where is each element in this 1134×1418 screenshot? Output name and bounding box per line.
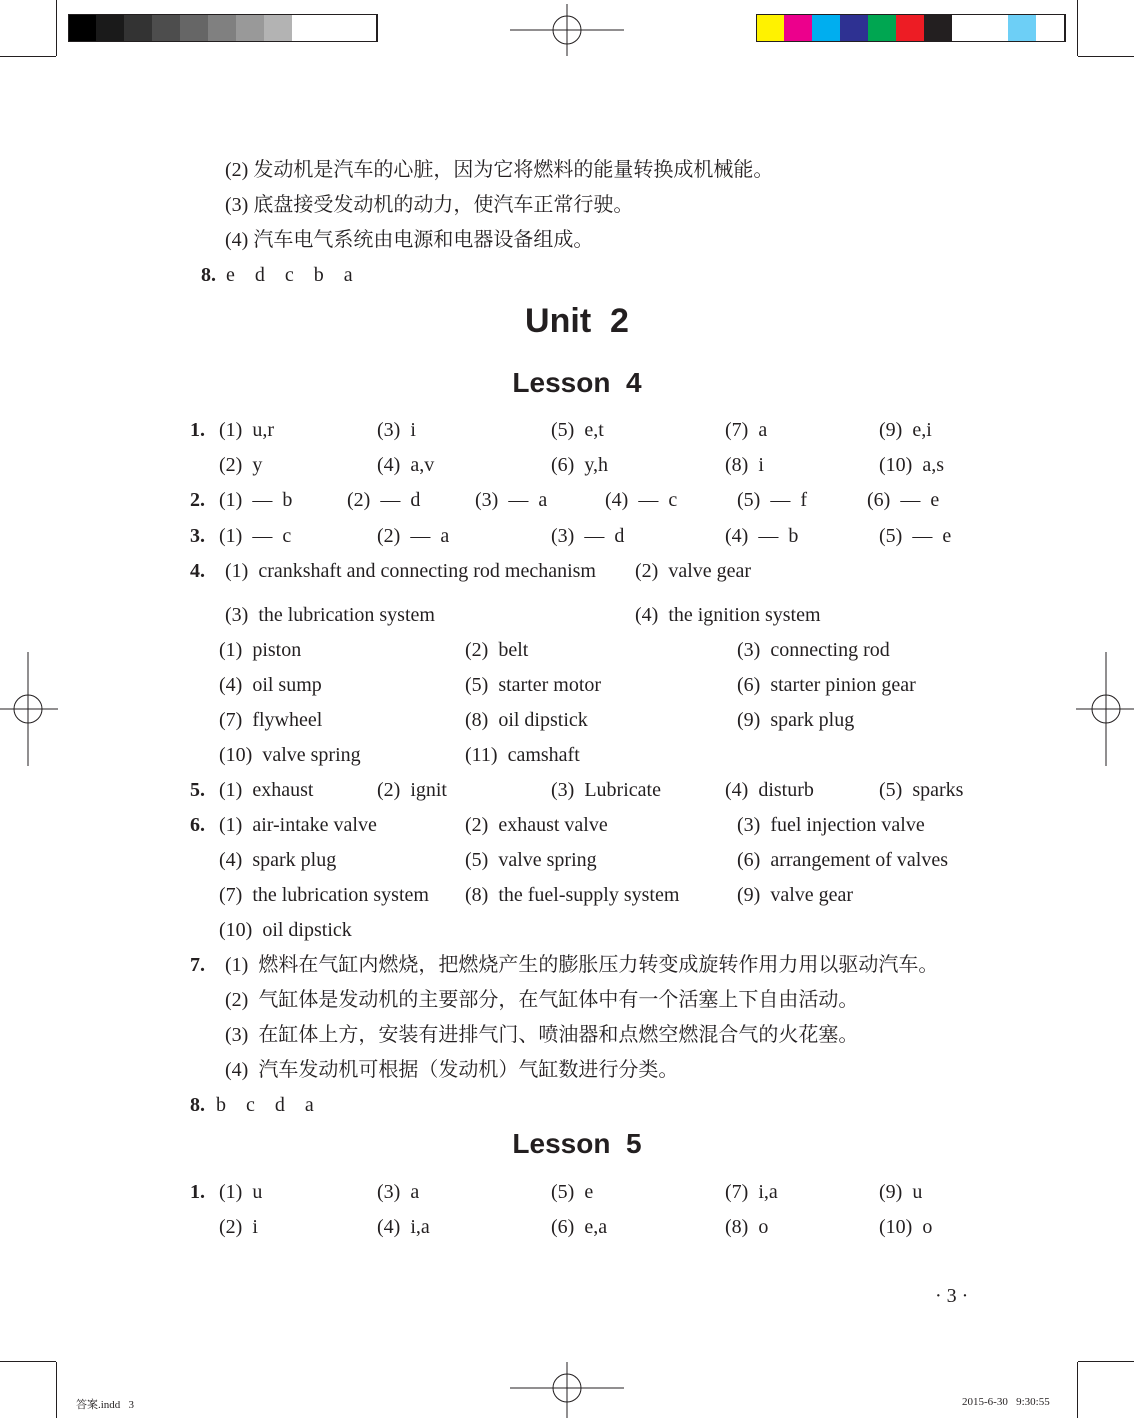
answer-item: (9) e,i xyxy=(879,419,932,441)
answer-item: (7) the lubrication system xyxy=(219,884,429,906)
page-number: · 3 · xyxy=(935,1285,969,1307)
question-number: 1. xyxy=(190,419,205,441)
answer-item: (5) valve spring xyxy=(465,849,597,871)
answer-line: (2) 发动机是汽车的心脏，因为它将燃料的能量转换成机械能。 xyxy=(225,159,774,181)
question-number: 2. xyxy=(190,489,205,511)
answer-item: (4) — c xyxy=(605,489,678,511)
answer-item: (9) spark plug xyxy=(737,709,855,731)
answer-item: (1) crankshaft and connecting rod mechanism xyxy=(225,560,596,582)
answer-item: (8) o xyxy=(725,1216,769,1238)
crop-mark xyxy=(56,0,57,56)
answer-item: (8) oil dipstick xyxy=(465,709,588,731)
answer-item: (3) — d xyxy=(551,525,625,547)
crop-mark xyxy=(1077,0,1078,56)
answer-item: (7) a xyxy=(725,419,768,441)
question-number: 5. xyxy=(190,779,205,801)
answer-line: b c d a xyxy=(216,1094,314,1116)
slug-timestamp: 2015-6-30 9:30:55 xyxy=(962,1396,1050,1408)
answer-item: (4) i,a xyxy=(377,1216,430,1238)
answer-item: (1) — c xyxy=(219,525,292,547)
answer-item: (5) — e xyxy=(879,525,952,547)
answer-item: (5) e xyxy=(551,1181,594,1203)
answer-item: (3) Lubricate xyxy=(551,779,661,801)
answer-line: e d c b a xyxy=(226,264,353,286)
answer-item: (4) spark plug xyxy=(219,849,337,871)
answer-line: (3) 底盘接受发动机的动力，使汽车正常行驶。 xyxy=(225,194,634,216)
answer-item: (10) oil dipstick xyxy=(219,919,352,941)
answer-item: (10) a,s xyxy=(879,454,944,476)
answer-item: (5) — f xyxy=(737,489,807,511)
question-number: 1. xyxy=(190,1181,205,1203)
answer-item: (5) starter motor xyxy=(465,674,602,696)
answer-item: (4) the ignition system xyxy=(635,604,821,626)
answer-item: (2) i xyxy=(219,1216,258,1238)
answer-item: (10) o xyxy=(879,1216,933,1238)
answer-item: (7) i,a xyxy=(725,1181,778,1203)
answer-item: (3) — a xyxy=(475,489,548,511)
crop-mark xyxy=(0,1361,56,1362)
answer-item: (9) valve gear xyxy=(737,884,854,906)
answer-item: (3) connecting rod xyxy=(737,639,890,661)
crop-mark xyxy=(56,1362,57,1418)
answer-item: (4) oil sump xyxy=(219,674,322,696)
registration-mark-icon xyxy=(1076,652,1134,766)
answer-item: (1) air-intake valve xyxy=(219,814,377,836)
answer-item: (2) valve gear xyxy=(635,560,752,582)
answer-item: (4) disturb xyxy=(725,779,814,801)
question-number: 6. xyxy=(190,814,205,836)
unit-title: Unit 2 xyxy=(525,302,629,340)
answer-item: (4) a,v xyxy=(377,454,435,476)
answer-item: (11) camshaft xyxy=(465,744,580,766)
answer-item: (8) the fuel-supply system xyxy=(465,884,680,906)
crop-mark xyxy=(1078,56,1134,57)
answer-item: (2) — d xyxy=(347,489,421,511)
question-number: 4. xyxy=(190,560,205,582)
answer-item: (1) exhaust xyxy=(219,779,314,801)
crop-mark xyxy=(1077,1362,1078,1418)
slug-filename: 答案.indd 3 xyxy=(76,1399,135,1411)
answer-line: (4) 汽车发动机可根据（发动机）气缸数进行分类。 xyxy=(225,1059,679,1081)
crop-mark xyxy=(0,56,56,57)
question-number: 8. xyxy=(201,264,216,286)
answer-item: (7) flywheel xyxy=(219,709,323,731)
color-bar-frame xyxy=(756,14,1066,42)
answer-item: (10) valve spring xyxy=(219,744,361,766)
answer-item: (1) piston xyxy=(219,639,302,661)
answer-line: (2) 气缸体是发动机的主要部分，在气缸体中有一个活塞上下自由活动。 xyxy=(225,989,859,1011)
answer-item: (2) — a xyxy=(377,525,450,547)
answer-item: (2) y xyxy=(219,454,263,476)
gray-bar-frame xyxy=(68,14,378,42)
lesson-title: Lesson 5 xyxy=(512,1128,642,1159)
answer-item: (6) y,h xyxy=(551,454,609,476)
answer-item: (6) arrangement of valves xyxy=(737,849,949,871)
answer-line: (4) 汽车电气系统由电源和电器设备组成。 xyxy=(225,229,594,251)
answer-item: (3) a xyxy=(377,1181,420,1203)
registration-mark-icon xyxy=(510,1362,624,1418)
answer-item: (6) — e xyxy=(867,489,940,511)
question-number: 7. xyxy=(190,954,205,976)
answer-item: (8) i xyxy=(725,454,764,476)
answer-item: (6) e,a xyxy=(551,1216,608,1238)
answer-line: (1) 燃料在气缸内燃烧，把燃烧产生的膨胀压力转变成旋转作用力用以驱动汽车。 xyxy=(225,954,939,976)
answer-item: (6) starter pinion gear xyxy=(737,674,916,696)
registration-mark-icon xyxy=(510,4,624,56)
answer-item: (1) u xyxy=(219,1181,263,1203)
answer-item: (3) i xyxy=(377,419,416,441)
answer-line: (3) 在缸体上方，安装有进排气门、喷油器和点燃空燃混合气的火花塞。 xyxy=(225,1024,859,1046)
answer-item: (3) the lubrication system xyxy=(225,604,435,626)
answer-item: (5) sparks xyxy=(879,779,964,801)
answer-item: (9) u xyxy=(879,1181,923,1203)
question-number: 3. xyxy=(190,525,205,547)
answer-item: (2) ignit xyxy=(377,779,447,801)
answer-item: (4) — b xyxy=(725,525,799,547)
answer-item: (5) e,t xyxy=(551,419,604,441)
answer-item: (1) — b xyxy=(219,489,293,511)
crop-mark xyxy=(1078,1361,1134,1362)
registration-mark-icon xyxy=(0,652,58,766)
answer-item: (2) belt xyxy=(465,639,529,661)
answer-item: (3) fuel injection valve xyxy=(737,814,925,836)
answer-item: (2) exhaust valve xyxy=(465,814,608,836)
lesson-title: Lesson 4 xyxy=(512,367,642,398)
question-number: 8. xyxy=(190,1094,205,1116)
answer-item: (1) u,r xyxy=(219,419,274,441)
